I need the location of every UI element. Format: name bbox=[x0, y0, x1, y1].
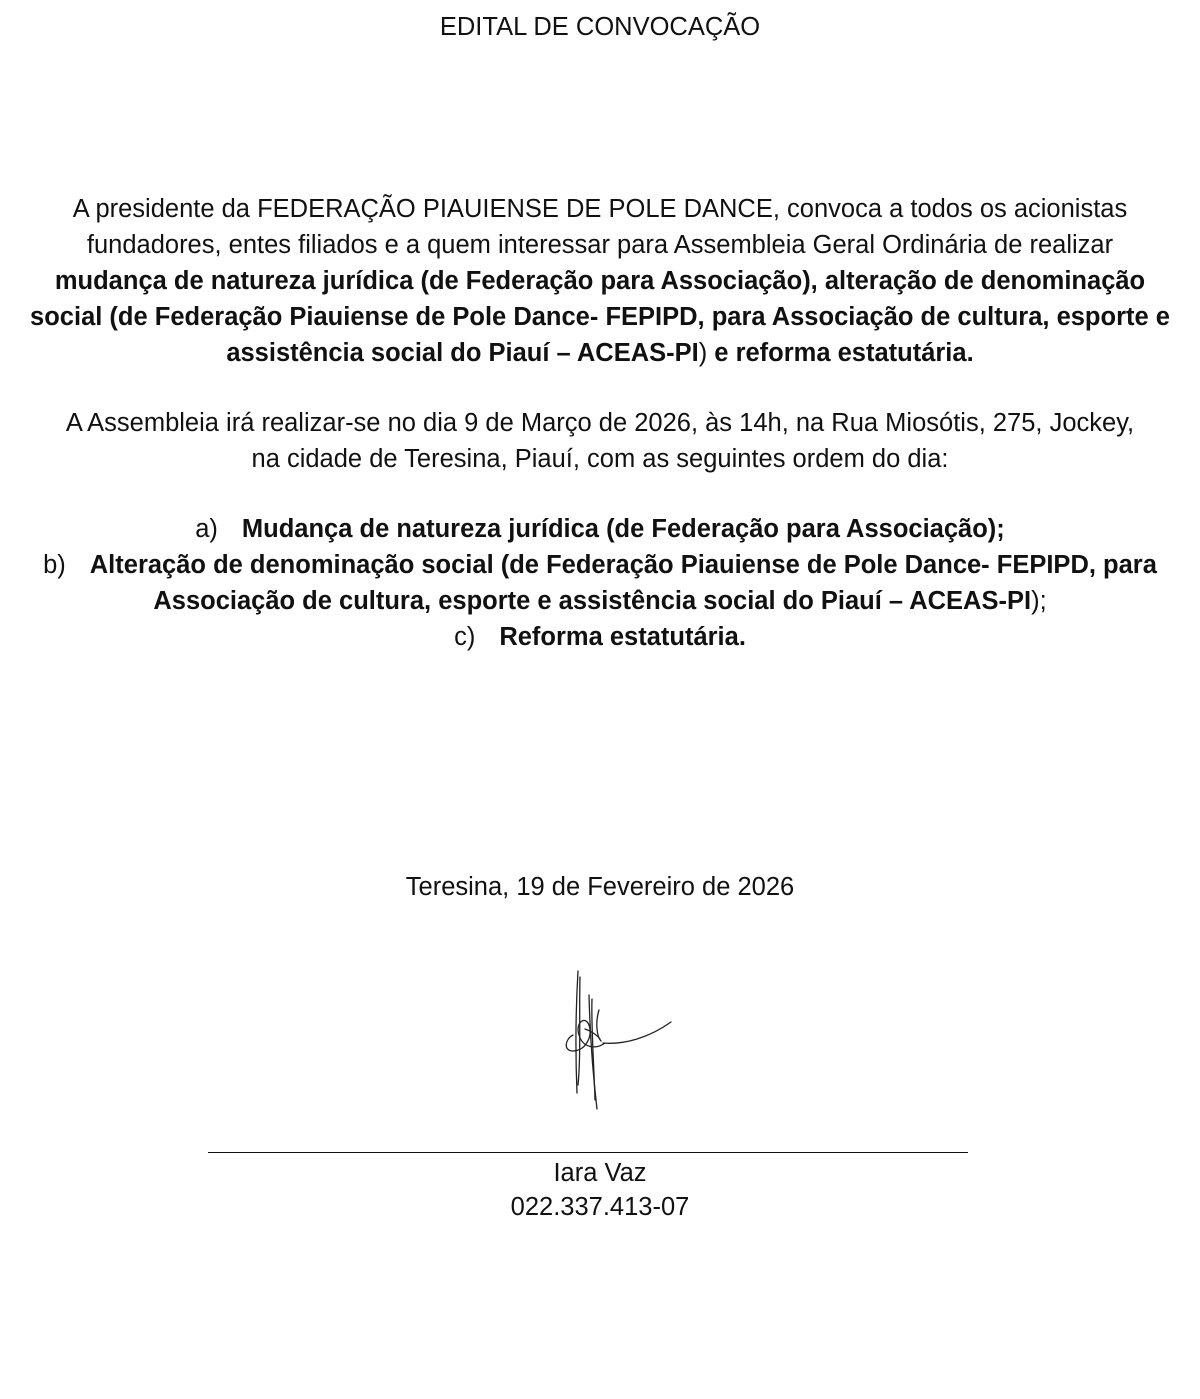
agenda-marker-a: a) bbox=[195, 515, 218, 543]
agenda-text-a: Mudança de natureza jurídica (de Federação para Associação); bbox=[241, 515, 1005, 543]
intro-line-3: mudança de natureza jurídica (de Federação para Associação), alteração de denominação bbox=[54, 267, 1146, 295]
agenda-text-b-cont: Associação de cultura, esporte e assistência social do Piauí – ACEAS-PI bbox=[153, 587, 1032, 615]
intro-line-5-bold-b: e reforma estatutária. bbox=[707, 339, 974, 367]
signature-line bbox=[208, 1152, 968, 1153]
intro-line-1: A presidente da FEDERAÇÃO PIAUIENSE DE POLE DANCE, convoca a todos os acionistas bbox=[72, 195, 1128, 223]
document-title: EDITAL DE CONVOCAÇÃO bbox=[439, 13, 761, 41]
intro-line-5-bold-a: assistência social do Piauí – ACEAS-PI bbox=[226, 339, 699, 367]
agenda-text-c: Reforma estatutária. bbox=[499, 623, 746, 651]
meeting-line-2: na cidade de Teresina, Piauí, com as seguintes ordem do dia: bbox=[251, 445, 949, 473]
intro-line-4: social (de Federação Piauiense de Pole Dance- FEPIPD, para Associação de cultura, esporte e bbox=[30, 303, 1170, 331]
agenda-marker-b: b) bbox=[43, 551, 66, 579]
intro-line-2: fundadores, entes filiados e a quem interessar para Assembleia Geral Ordinária de realizar bbox=[86, 231, 1114, 259]
agenda-item-b-continuation bbox=[0, 584, 1200, 618]
signer-name: Iara Vaz bbox=[553, 1159, 647, 1187]
agenda-item-b bbox=[0, 548, 1200, 582]
agenda-item-a bbox=[0, 512, 1200, 546]
agenda-marker-c: c) bbox=[454, 623, 476, 651]
agenda-text-b: Alteração de denominação social (de Federação Piauiense de Pole Dance- FEPIPD, para bbox=[89, 551, 1157, 579]
handwritten-signature bbox=[545, 965, 685, 1115]
intro-line-5-paren: ) bbox=[698, 339, 708, 367]
agenda-item-c bbox=[0, 620, 1200, 654]
agenda-text-b-end: ); bbox=[1031, 587, 1047, 615]
meeting-line-1: A Assembleia irá realizar-se no dia 9 de Março de 2026, às 14h, na Rua Miosótis, 275, Jockey, bbox=[65, 409, 1135, 437]
place-date: Teresina, 19 de Fevereiro de 2026 bbox=[405, 873, 795, 901]
intro-line-5 bbox=[0, 336, 1200, 370]
signer-id: 022.337.413-07 bbox=[510, 1193, 690, 1221]
